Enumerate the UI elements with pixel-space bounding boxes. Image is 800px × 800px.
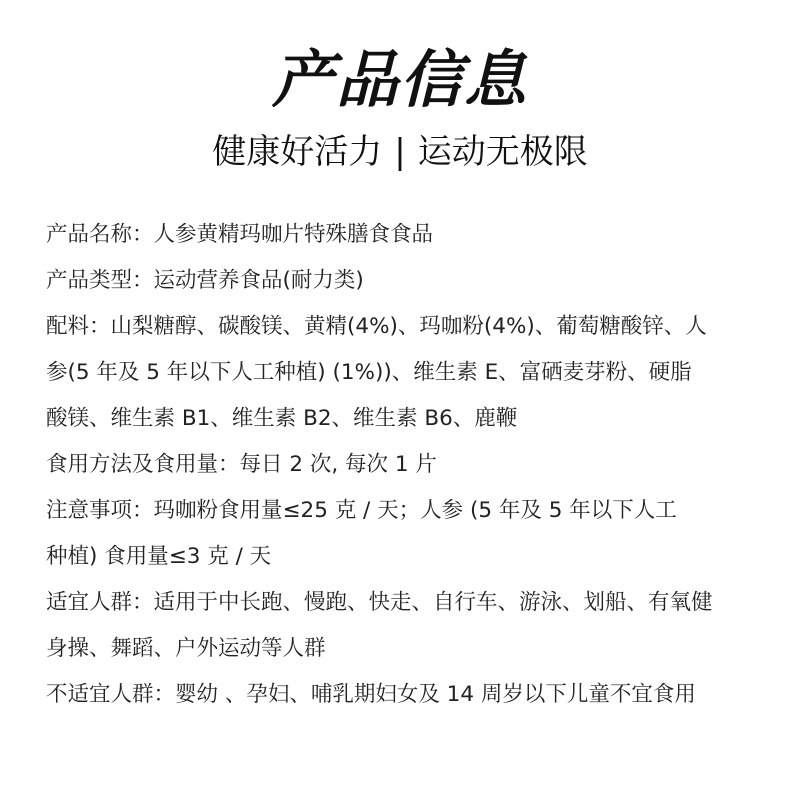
info-line-suitable-1: 适宜人群：适用于中长跑、慢跑、快走、自行车、游泳、划船、有氧健 (46, 590, 713, 615)
info-line-notes-1: 注意事项：玛咖粉食用量≤25 克 / 天；人参 (5 年及 5 年以下人工 (46, 498, 677, 523)
info-line-product-name: 产品名称：人参黄精玛咖片特殊膳食食品 (46, 222, 434, 247)
info-line-notes-2: 种植) 食用量≤3 克 / 天 (46, 544, 272, 569)
page-title: 产品信息 (271, 43, 528, 116)
product-info-block (46, 212, 758, 718)
subtitle-left: 健康好活力 (212, 132, 383, 172)
info-line-ingredients-1: 配料：山梨糖醇、碳酸镁、黄精(4%)、玛咖粉(4%)、葡萄糖酸锌、人 (46, 314, 707, 339)
subtitle-divider: | (394, 132, 406, 172)
info-line-product-type: 产品类型：运动营养食品(耐力类) (46, 268, 364, 293)
subtitle-right: 运动无极限 (417, 132, 588, 172)
page-subtitle (0, 128, 800, 176)
info-line-ingredients-3: 酸镁、维生素 B1、维生素 B2、维生素 B6、鹿鞭 (46, 406, 518, 431)
info-line-usage: 食用方法及食用量：每日 2 次, 每次 1 片 (46, 452, 437, 477)
info-line-unsuitable: 不适宜人群：婴幼 、孕妇、哺乳期妇女及 14 周岁以下儿童不宜食用 (46, 682, 696, 707)
info-line-ingredients-2: 参(5 年及 5 年以下人工种植) (1%))、维生素 E、富硒麦芽粉、硬脂 (46, 360, 692, 385)
info-line-suitable-2: 身操、舞蹈、户外运动等人群 (46, 636, 326, 661)
